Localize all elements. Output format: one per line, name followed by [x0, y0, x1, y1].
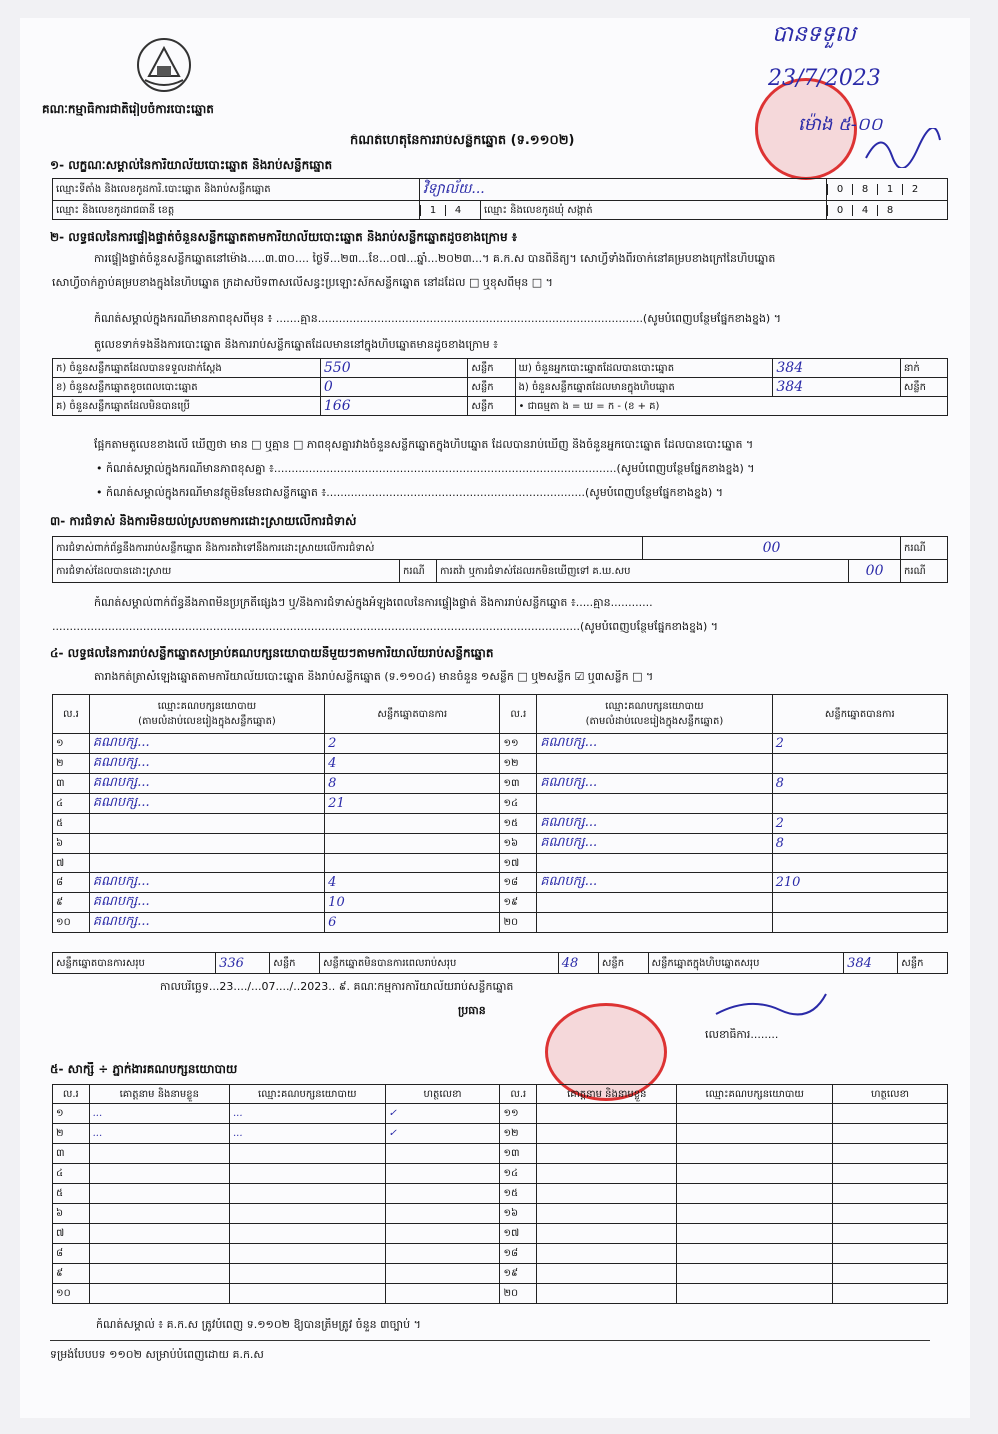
code-digit: 4 — [852, 205, 877, 216]
party-no: ១៦ — [500, 834, 537, 854]
col-party: ឈ្មោះគណបក្សនយោបាយ — [230, 1085, 386, 1104]
witness-party — [677, 1224, 833, 1244]
party-name — [537, 794, 772, 814]
witness-signature — [833, 1144, 948, 1164]
difference-line: ផ្អែកតាមតួលេខខាងលើ ឃើញថា មាន □ ឬគ្មាន □ ភាពខុសគ្នារវាងចំនួនសន្លឹកឆ្នោតក្នុងហិបឆ្នោត ដែលបានរាប់ឃើញ និងចំនួនអ្នកបោះឆ្នោត ដែលបានបោះឆ្នោត ។ — [94, 438, 754, 451]
witness-no: ១៨ — [500, 1244, 537, 1264]
col-party: ឈ្មោះគណបក្សនយោបាយ (តាមលំដាប់លេខរៀងក្នុងសន្លឹកឆ្នោត) — [537, 695, 772, 734]
party-votes — [772, 913, 947, 933]
secretary-signature — [710, 986, 830, 1026]
figures-intro: តួលេខទាក់ទងនឹងការបោះឆ្នោត និងការរាប់សន្លឹកឆ្នោតដែលមាននៅក្នុងហិបឆ្នោតមានដូចខាងក្រោម ៖ — [94, 338, 498, 351]
table-row — [53, 1104, 948, 1124]
witness-party — [230, 1184, 386, 1204]
witness-name — [537, 1204, 677, 1224]
irregularity-note-cont: .......................................................................................................................................................(សូមបំពេញបន្ថែមផ្នែកខាងខ្នង) ។ — [52, 620, 719, 633]
witness-name — [89, 1264, 229, 1284]
footer-divider — [50, 1340, 930, 1341]
witness-name — [537, 1124, 677, 1144]
col-votes: សន្លឹកឆ្នោតបានការ — [772, 695, 947, 734]
fig-a-value: 550 — [320, 359, 467, 378]
invalid-total-label: សន្លឹកឆ្នោតមិនបានការពេលរាប់សរុប — [320, 953, 559, 974]
party-votes — [325, 814, 500, 834]
party-name — [89, 834, 324, 854]
party-no: ២០ — [500, 913, 537, 933]
witness-signature — [833, 1244, 948, 1264]
witness-no: ១៩ — [500, 1264, 537, 1284]
org-name: គណៈកម្មាធិការជាតិរៀបចំការបោះឆ្នោត — [42, 102, 214, 116]
form-sheet — [20, 18, 970, 1418]
table-row — [53, 1264, 948, 1284]
objection-unit: ករណី — [901, 537, 948, 560]
table-row — [53, 1204, 948, 1224]
copies-note: កំណត់សម្គាល់ ៖ គ.ក.ស ត្រូវបំពេញ ទ.១១០២ ឱ្យបានត្រឹមត្រូវ ចំនួន ៣ច្បាប់ ។ — [96, 1318, 421, 1331]
witness-signature — [833, 1104, 948, 1124]
party-votes: 6 — [325, 913, 500, 933]
section-1-table — [52, 178, 948, 220]
witness-name — [89, 1224, 229, 1244]
valid-total-unit: សន្លឹក — [270, 953, 320, 974]
province-label: ឈ្មោះ និងលេខកូដរាជធានី ខេត្ត — [53, 201, 420, 220]
witness-party: ... — [230, 1104, 386, 1124]
party-votes — [772, 854, 947, 873]
commune-code — [827, 201, 948, 220]
witness-name — [89, 1284, 229, 1304]
witness-name — [537, 1184, 677, 1204]
witness-signature — [833, 1264, 948, 1284]
party-name: គណបក្ស... — [89, 754, 324, 774]
party-name: គណបក្ស... — [537, 873, 772, 893]
party-votes: 10 — [325, 893, 500, 913]
fig-e-unit: សន្លឹក — [900, 378, 947, 397]
party-votes: 8 — [772, 834, 947, 854]
code-digit: 4 — [445, 205, 470, 216]
witness-no: ៤ — [53, 1164, 90, 1184]
table-row — [53, 1124, 948, 1144]
form-title: កំណត់ហេតុនៃការរាប់សន្លឹកឆ្នោត (ទ.១១០២) — [350, 134, 575, 148]
party-name: គណបក្ស... — [89, 734, 324, 754]
party-name — [537, 754, 772, 774]
table-row — [53, 1244, 948, 1264]
witness-signature — [833, 1224, 948, 1244]
irregularity-note: កំណត់សម្គាល់ពាក់ព័ន្ធនឹងភាពមិនប្រក្រតីផ្សេងៗ ឬ/និងការជំទាស់ក្នុងអំឡុងពេលនៃការផ្ទៀងផ្ទាត់ និងការរាប់សន្លឹកឆ្នោត ៖.....គ្មាន............ — [94, 596, 653, 609]
col-party: ឈ្មោះគណបក្សនយោបាយ — [677, 1085, 833, 1104]
witness-party — [230, 1164, 386, 1184]
party-name: គណបក្ស... — [89, 893, 324, 913]
seal-line: សោហ្វិ៍ចាក់ភ្ជាប់គម្របខាងក្នុងនៃហិបឆ្នោត ក្រដាសបិទពាសលើសន្ធះប្រឡោះស័កសន្លឹកឆ្នោត នៅដដែល □ ឬខុសពីមុន □ ។ — [52, 276, 553, 289]
province-code — [420, 201, 481, 220]
party-no: ៥ — [53, 814, 90, 834]
table-row — [53, 734, 948, 754]
witness-no: ៥ — [53, 1184, 90, 1204]
col-name: គោត្តនាម និងនាមខ្លួន — [537, 1085, 677, 1104]
party-no: ៧ — [53, 854, 90, 873]
witness-name — [537, 1144, 677, 1164]
witness-party — [677, 1244, 833, 1264]
fig-d-unit: នាក់ — [900, 359, 947, 378]
table-row — [53, 814, 948, 834]
witness-name — [89, 1184, 229, 1204]
received-note: បានទទួល — [772, 22, 856, 47]
party-votes: 8 — [772, 774, 947, 794]
commune-label: ឈ្មោះ និងលេខកូដឃុំ សង្កាត់ — [481, 201, 827, 220]
valid-total-value: 336 — [216, 953, 270, 974]
witness-name — [537, 1104, 677, 1124]
fig-a-label: ក) ចំនួនសន្លឹកឆ្នោតដែលបានទទួលដាក់ស្ដែង — [53, 359, 321, 378]
table-row — [53, 913, 948, 933]
code-digit: 0 — [827, 184, 852, 195]
figures-table — [52, 358, 948, 416]
section-2-heading: ២- លទ្ធផលនៃការផ្ទៀងផ្ទាត់ចំនួនសន្លឹកឆ្នោតតាមការិយាល័យបោះឆ្នោត និងរាប់សន្លឹកឆ្នោតដូចខាងក្រោម ៖ — [50, 230, 518, 244]
party-name — [89, 854, 324, 873]
table-row — [53, 794, 948, 814]
party-votes: 21 — [325, 794, 500, 814]
totals-table — [52, 952, 948, 974]
col-name: គោត្តនាម និងនាមខ្លួន — [89, 1085, 229, 1104]
witness-no: ៣ — [53, 1144, 90, 1164]
party-votes: 210 — [772, 873, 947, 893]
witness-no: ១០ — [53, 1284, 90, 1304]
party-no: ៩ — [53, 893, 90, 913]
witness-no: ៨ — [53, 1244, 90, 1264]
signature — [862, 128, 942, 168]
party-name: គណបក្ស... — [537, 834, 772, 854]
resolved-label: ការជំទាស់ដែលបានដោះស្រាយ — [53, 560, 400, 583]
party-name: គណបក្ស... — [537, 734, 772, 754]
location-value: វិទ្យាល័យ... — [420, 179, 827, 201]
party-no: ១ — [53, 734, 90, 754]
party-name — [537, 913, 772, 933]
objection-label: ការជំទាស់ពាក់ព័ន្ធនឹងការរាប់សន្លឹកឆ្នោត និងការតវ៉ាទៅនឹងការដោះស្រាយលើការជំទាស់ — [53, 537, 643, 560]
objection-count: 00 — [643, 537, 901, 560]
table-row — [53, 1164, 948, 1184]
witness-signature — [385, 1144, 500, 1164]
code-digit: 8 — [877, 205, 902, 216]
date-line: កាលបរិច្ឆេទ...23..../...07..../..2023.. ៩. គណៈកម្មការការិយាល័យរាប់សន្លឹកឆ្នោត — [160, 980, 514, 993]
party-no: ៤ — [53, 794, 90, 814]
invalid-total-unit: សន្លឹក — [598, 953, 648, 974]
location-label: ឈ្មោះទីតាំង និងលេខកូដការិ.បោះឆ្នោត និងរាប់សន្លឹកឆ្នោត — [53, 179, 420, 201]
fig-b-label: ខ) ចំនួនសន្លឹកឆ្នោតខូចពេលបោះឆ្នោត — [53, 378, 321, 397]
witness-no: ១៦ — [500, 1204, 537, 1224]
appeal-count: 00 — [849, 560, 901, 583]
witness-signature — [833, 1164, 948, 1184]
witness-party — [677, 1184, 833, 1204]
witness-party — [677, 1144, 833, 1164]
witness-signature — [385, 1184, 500, 1204]
appeal-unit: ករណី — [901, 560, 948, 583]
party-votes — [772, 754, 947, 774]
col-votes: សន្លឹកឆ្នោតបានការ — [325, 695, 500, 734]
witness-signature — [385, 1264, 500, 1284]
table-row — [53, 774, 948, 794]
party-votes: 2 — [325, 734, 500, 754]
valid-total-label: សន្លឹកឆ្នោតបានការសរុប — [53, 953, 216, 974]
box-total-value: 384 — [844, 953, 898, 974]
col-no: ល.រ — [500, 1085, 537, 1104]
table-row — [53, 893, 948, 913]
party-votes: 2 — [772, 814, 947, 834]
party-no: ៦ — [53, 834, 90, 854]
witness-no: ២ — [53, 1124, 90, 1144]
witness-party — [677, 1204, 833, 1224]
witness-no: ១៣ — [500, 1144, 537, 1164]
resolved-unit: ករណី — [400, 560, 437, 583]
party-name: គណបក្ស... — [89, 774, 324, 794]
table-row — [53, 1184, 948, 1204]
fig-a-unit: សន្លឹក — [468, 359, 515, 378]
witness-party — [677, 1264, 833, 1284]
witness-no: ១៥ — [500, 1184, 537, 1204]
party-no: ១៤ — [500, 794, 537, 814]
table-row — [53, 754, 948, 774]
party-name: គណបក្ស... — [537, 774, 772, 794]
witness-name — [537, 1164, 677, 1184]
witness-no: ៩ — [53, 1264, 90, 1284]
form-footer: ទម្រង់បែបបទ ១១០២ សម្រាប់បំពេញដោយ គ.ក.ស — [50, 1348, 264, 1361]
party-votes: 2 — [772, 734, 947, 754]
party-name: គណបក្ស... — [537, 814, 772, 834]
witness-party — [230, 1224, 386, 1244]
witness-signature: ✓ — [385, 1104, 500, 1124]
witness-table — [52, 1084, 948, 1304]
witness-no: ១៧ — [500, 1224, 537, 1244]
code-digit: 2 — [902, 184, 927, 195]
party-no: ១២ — [500, 754, 537, 774]
witness-signature — [385, 1284, 500, 1304]
party-no: ១១ — [500, 734, 537, 754]
col-signature: ហត្ថលេខា — [833, 1085, 948, 1104]
party-votes: 4 — [325, 873, 500, 893]
fig-b-value: 0 — [320, 378, 467, 397]
witness-no: ១៤ — [500, 1164, 537, 1184]
party-results-table — [52, 694, 948, 933]
col-party: ឈ្មោះគណបក្សនយោបាយ (តាមលំដាប់លេខរៀងក្នុងសន្លឹកឆ្នោត) — [89, 695, 324, 734]
received-date: 23/7/2023 — [768, 66, 881, 91]
witness-party — [230, 1244, 386, 1264]
witness-signature — [385, 1204, 500, 1224]
received-time: ម៉ោង ៥-០០ — [798, 114, 883, 135]
code-digit: 1 — [877, 184, 902, 195]
witness-no: ៦ — [53, 1204, 90, 1224]
appeal-label: ការតវ៉ា ឬការជំទាស់ដែលរកមិនឃើញទៅ គ.ឃ.សប — [437, 560, 849, 583]
tally-sheet-count: តារាងកត់ត្រាសំឡេងឆ្នោតតាមការិយាល័យបោះឆ្នោត និងរាប់សន្លឹកឆ្នោត (ទ.១១០៤) មានចំនួន ១សន្លឹក □ ឬ២សន្លឹក ☑ ឬ៣សន្លឹក □ ។ — [94, 670, 654, 683]
witness-party — [677, 1104, 833, 1124]
party-no: ១៨ — [500, 873, 537, 893]
box-total-label: សន្លឹកឆ្នោតក្នុងហិបឆ្នោតសរុប — [648, 953, 844, 974]
section-1-heading: ១- លក្ខណៈសម្គាល់នៃការិយាល័យបោះឆ្នោត និងរាប់សន្លឹកឆ្នោត — [50, 158, 333, 172]
party-no: ៨ — [53, 873, 90, 893]
col-no: ល.រ — [53, 1085, 90, 1104]
table-row — [53, 834, 948, 854]
party-name — [537, 854, 772, 873]
witness-name — [89, 1164, 229, 1184]
witness-party — [677, 1164, 833, 1184]
fig-d-value: 384 — [773, 359, 900, 378]
fig-c-label: គ) ចំនួនសន្លឹកឆ្នោតដែលមិនបានប្រើ — [53, 397, 321, 416]
section-3-heading: ៣- ការជំទាស់ និងការមិនយល់ស្របតាមការដោះស្រាយលើការជំទាស់ — [50, 514, 357, 528]
secretary-label: លេខាធិការ........ — [705, 1028, 779, 1041]
party-name: គណបក្ស... — [89, 794, 324, 814]
fig-c-value: 166 — [320, 397, 467, 416]
foreign-object-remark: • កំណត់សម្គាល់ក្នុងករណីមានវត្ថុមិនមែនជាសន្លឹកឆ្នោត ៖..........................................................................(សូមបំពេញបន្ថែមផ្នែកខាងខ្នង) ។ — [96, 486, 723, 499]
witness-name — [89, 1144, 229, 1164]
table-row — [53, 854, 948, 873]
table-row — [53, 1284, 948, 1304]
witness-name — [537, 1264, 677, 1284]
witness-no: ៧ — [53, 1224, 90, 1244]
witness-party: ... — [230, 1124, 386, 1144]
chair-label: ប្រធាន — [458, 1004, 486, 1017]
witness-signature: ✓ — [385, 1124, 500, 1144]
location-code — [827, 179, 948, 201]
objection-table — [52, 536, 948, 583]
table-row — [53, 1144, 948, 1164]
verification-line: ការផ្ទៀងផ្ទាត់ចំនួនសន្លឹកឆ្នោតនៅម៉ោង.....៣.៣០.... ថ្ងៃទី...២៣...ខែ...០៧...ឆ្នាំ...២០២៣...។ គ.ក.ស បានពិនិត្យ។ សោហ្វិ៍ទាំងពីរចាក់នៅគម្របខាងក្រៅនៃហិបឆ្នោត — [94, 252, 776, 265]
fig-e-value: 384 — [773, 378, 900, 397]
witness-party — [677, 1124, 833, 1144]
col-no: ល.រ — [53, 695, 90, 734]
fig-b-unit: សន្លឹក — [468, 378, 515, 397]
party-name: គណបក្ស... — [89, 873, 324, 893]
party-no: ១៩ — [500, 893, 537, 913]
witness-name — [537, 1244, 677, 1264]
witness-name — [89, 1244, 229, 1264]
party-no: ២ — [53, 754, 90, 774]
witness-name — [537, 1284, 677, 1304]
code-digit: 1 — [420, 205, 445, 216]
witness-signature — [833, 1124, 948, 1144]
box-total-unit: សន្លឹក — [898, 953, 948, 974]
party-name — [89, 814, 324, 834]
section-5-heading: ៥- សាក្សី ÷ ភ្នាក់ងារគណបក្សនយោបាយ — [50, 1062, 238, 1076]
formula: • ជាធម្មតា ង = ឃ = ក - (ខ + គ) — [515, 397, 947, 416]
section-4-heading: ៤- លទ្ធផលនៃការរាប់សន្លឹកឆ្នោតសម្រាប់គណបក្សនយោបាយនីមួយៗតាមការិយាល័យរាប់សន្លឹកឆ្នោត — [50, 646, 494, 660]
code-digit: 0 — [827, 205, 852, 216]
witness-signature — [385, 1224, 500, 1244]
witness-signature — [833, 1184, 948, 1204]
party-name — [537, 893, 772, 913]
fig-d-label: ឃ) ចំនួនអ្នកបោះឆ្នោតដែលបានបោះឆ្នោត — [515, 359, 773, 378]
witness-no: ២០ — [500, 1284, 537, 1304]
col-no: ល.រ — [500, 695, 537, 734]
witness-name — [89, 1204, 229, 1224]
witness-party — [230, 1264, 386, 1284]
witness-signature — [385, 1164, 500, 1184]
party-no: ៣ — [53, 774, 90, 794]
fig-c-unit: សន្លឹក — [468, 397, 515, 416]
party-votes: 8 — [325, 774, 500, 794]
party-votes — [772, 893, 947, 913]
party-no: ១៣ — [500, 774, 537, 794]
col-signature: ហត្ថលេខា — [385, 1085, 500, 1104]
party-votes — [325, 854, 500, 873]
party-name: គណបក្ស... — [89, 913, 324, 933]
party-votes — [772, 794, 947, 814]
witness-party — [230, 1144, 386, 1164]
witness-party — [230, 1284, 386, 1304]
table-row — [53, 873, 948, 893]
party-votes — [325, 834, 500, 854]
fig-e-label: ង) ចំនួនសន្លឹកឆ្នោតដែលមានក្នុងហិបឆ្នោត — [515, 378, 773, 397]
party-no: ១០ — [53, 913, 90, 933]
witness-no: ១២ — [500, 1124, 537, 1144]
emblem-icon — [135, 36, 193, 94]
table-row — [53, 1224, 948, 1244]
party-votes: 4 — [325, 754, 500, 774]
difference-remark: • កំណត់សម្គាល់ក្នុងករណីមានភាពខុសគ្នា ៖..................................................................................................(សូមបំពេញបន្ថែមផ្នែកខាងខ្នង) ។ — [96, 462, 755, 475]
witness-name: ... — [89, 1104, 229, 1124]
witness-name — [537, 1224, 677, 1244]
witness-no: ១១ — [500, 1104, 537, 1124]
witness-name: ... — [89, 1124, 229, 1144]
witness-signature — [385, 1244, 500, 1264]
witness-party — [677, 1284, 833, 1304]
witness-signature — [833, 1284, 948, 1304]
party-no: ១៧ — [500, 854, 537, 873]
witness-party — [230, 1204, 386, 1224]
difference-note: កំណត់សម្គាល់ក្នុងករណីមានភាពខុសពីមុន ៖ .......គ្មាន.............................................................................................(សូមបំពេញបន្ថែមផ្នែកខាងខ្នង) ។ — [94, 312, 781, 325]
witness-no: ១ — [53, 1104, 90, 1124]
invalid-total-value: 48 — [558, 953, 598, 974]
party-no: ១៥ — [500, 814, 537, 834]
code-digit: 8 — [852, 184, 877, 195]
witness-signature — [833, 1204, 948, 1224]
